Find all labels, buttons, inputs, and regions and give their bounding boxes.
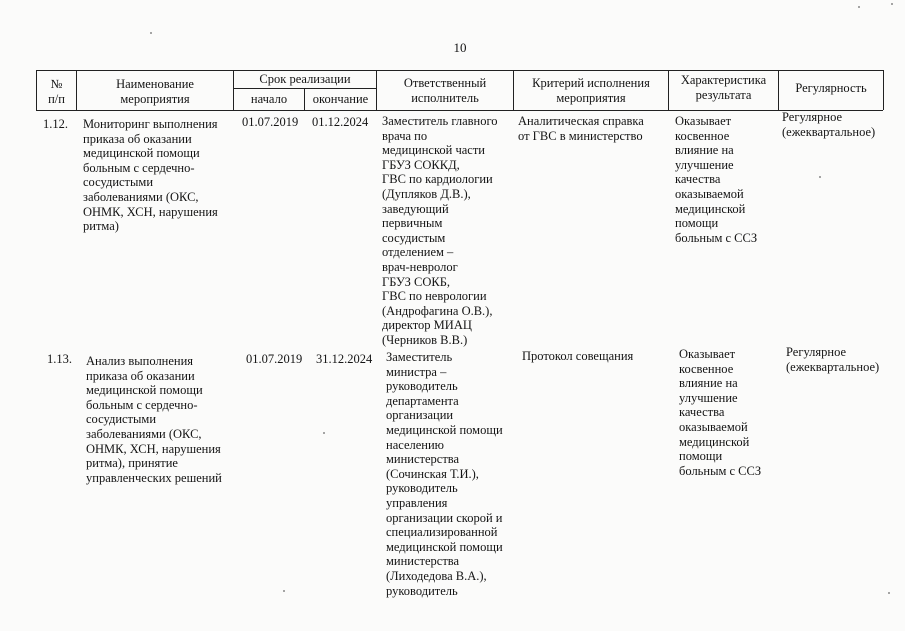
header-name: Наименование мероприятия xyxy=(116,77,194,106)
row-criterion: Аналитическая справка от ГВС в министерство xyxy=(518,114,644,143)
row-responsible: Заместитель главного врача по медицинской части ГБУЗ СОККД, ГВС по кардиологии (Дупляков Д.В.), заведующий первичным сосудистым отделением – врач-невролог ГБУЗ СОКБ, ГВС по неврологии (Андрофагина О.В.), директор МИАЦ (Черников В.В.) xyxy=(382,114,498,347)
row-end-date: 31.12.2024 xyxy=(316,352,373,366)
scan-speck xyxy=(888,592,890,594)
header-end: окончание xyxy=(312,92,369,106)
scan-speck xyxy=(150,32,152,34)
row-responsible: Заместитель министра – руководитель департамента организации медицинской помощи населению министерства (Сочинская Т.И.), руководитель управления организации скорой и специализированной медицинской помощи министерства (Лиходедова В.А.), руководитель xyxy=(386,350,503,598)
scan-speck xyxy=(891,3,893,5)
header-result: Характеристика результата xyxy=(680,73,767,102)
header-bottom-border xyxy=(36,110,883,111)
row-start-date: 01.07.2019 xyxy=(242,115,299,129)
header-start: начало xyxy=(250,92,288,106)
col-border xyxy=(883,70,884,110)
row-end-date: 01.12.2024 xyxy=(312,115,369,129)
page-number: 10 xyxy=(453,40,467,55)
row-number: 1.13. xyxy=(47,352,72,366)
row-name: Мониторинг выполнения приказа об оказании медицинской помощи больным с сердечно- сосудистыми заболеваниями (ОКС, ОНМК, ХСН, нарушения ритма) xyxy=(83,117,218,234)
scan-speck xyxy=(819,176,821,178)
row-number: 1.12. xyxy=(43,117,68,131)
row-name: Анализ выполнения приказа об оказании медицинской помощи больным с сердечно- сосудистыми заболеваниями (ОКС, ОНМК, ХСН, нарушения ритма), принятие управленческих решений xyxy=(86,354,222,485)
header-responsible: Ответственный исполнитель xyxy=(403,76,487,105)
scan-speck xyxy=(283,590,285,592)
row-start-date: 01.07.2019 xyxy=(246,352,303,366)
header-period: Срок реализации xyxy=(259,72,351,86)
row-regularity: Регулярное (ежеквартальное) xyxy=(782,110,876,139)
header-criterion: Критерий исполнения мероприятия xyxy=(532,76,650,105)
row-result: Оказывает косвенное влияние на улучшение качества оказываемой медицинской помощи больным с ССЗ xyxy=(679,347,762,478)
header-num: № п/п xyxy=(48,77,65,106)
row-criterion: Протокол совещания xyxy=(522,349,634,363)
scan-speck xyxy=(858,6,860,8)
header-regularity: Регулярность xyxy=(795,80,867,95)
row-result: Оказывает косвенное влияние на улучшение качества оказываемой медицинской помощи больным с ССЗ xyxy=(675,114,758,245)
row-regularity: Регулярное (ежеквартальное) xyxy=(786,345,880,374)
scan-speck xyxy=(323,432,325,434)
